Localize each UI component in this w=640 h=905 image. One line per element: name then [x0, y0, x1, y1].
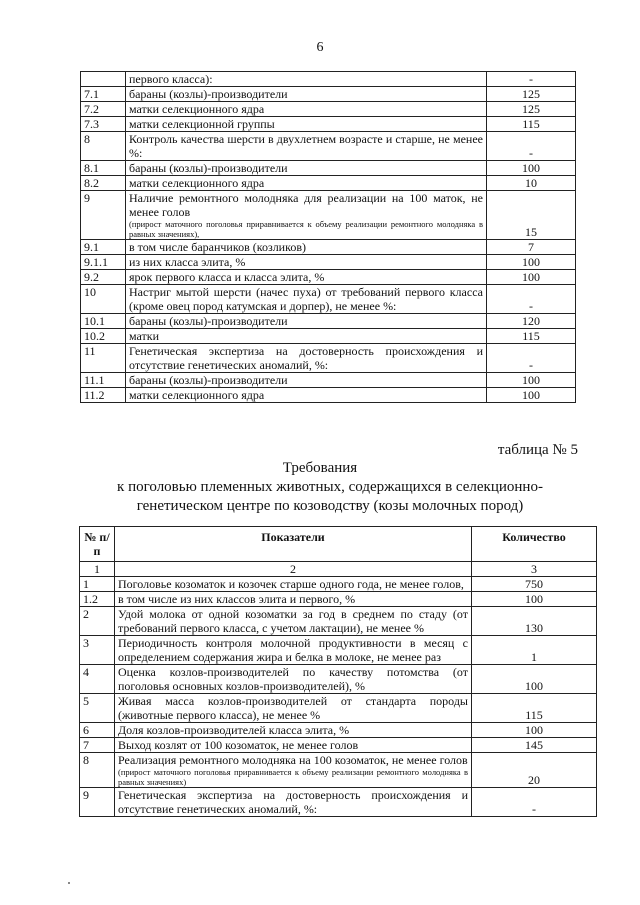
row-number: 8.2 — [81, 176, 126, 191]
row-number — [81, 72, 126, 87]
indicator-text: в том числе из них классов элита и первого, % — [118, 592, 356, 606]
row-number: 9.2 — [81, 270, 126, 285]
row-number: 8 — [81, 132, 126, 161]
scan-mark — [68, 882, 70, 884]
table-row — [81, 270, 576, 285]
row-value: 125 — [487, 87, 576, 102]
indicator-text: матки селекционного ядра — [129, 388, 265, 402]
row-number: 7.3 — [81, 117, 126, 132]
table-row — [80, 577, 597, 592]
indicator-text: Оценка козлов-производителей по качеству потомства (от поголовья основных козлов-производителей), % — [118, 665, 468, 693]
table-row — [81, 388, 576, 403]
row-indicator — [115, 723, 472, 738]
indicator-text: бараны (козлы)-производители — [129, 161, 288, 175]
indicator-text: Удой молока от одной козоматки за год в среднем по стаду (от требований первого класса, с учетом лактации), не менее % — [118, 607, 468, 635]
row-number: 1 — [80, 577, 115, 592]
indicator-text: Поголовье козоматок и козочек старше одного года, не менее голов, — [118, 577, 464, 591]
indicator-text: Настриг мытой шерсти (начес пуха) от требований первого класса (кроме овец пород катумская и дорпер), не менее %: — [129, 285, 483, 313]
indicator-text: Генетическая экспертиза на достоверность происхождения и отсутствие генетических аномалий, %: — [118, 788, 468, 816]
table-row — [81, 344, 576, 373]
table-row — [80, 665, 597, 694]
row-number: 5 — [80, 694, 115, 723]
row-number: 8.1 — [81, 161, 126, 176]
row-number: 9.1 — [81, 240, 126, 255]
indicator-text: Живая масса козлов-производителей от стандарта породы (животные первого класса), не менее % — [118, 694, 468, 722]
row-value: 120 — [487, 314, 576, 329]
row-value: 20 — [472, 753, 597, 788]
row-indicator — [126, 329, 487, 344]
row-indicator — [115, 665, 472, 694]
indicator-text: первого класса): — [129, 72, 213, 86]
section-subtitle: к поголовью племенных животных, содержащихся в селекционно-генетическом центре по козоводству (козы молочных пород) — [117, 479, 543, 514]
row-indicator — [126, 102, 487, 117]
table-row — [81, 285, 576, 314]
indicator-note: (прирост маточного поголовья приравнивается к объему реализации ремонтного молодняка в равных значениях), — [129, 219, 483, 239]
indicator-text: Наличие ремонтного молодняка для реализации на 100 маток, не менее голов — [129, 191, 483, 219]
row-value: 115 — [487, 117, 576, 132]
row-number: 7.2 — [81, 102, 126, 117]
row-value: 100 — [487, 270, 576, 285]
row-value: 145 — [472, 738, 597, 753]
indicator-text: бараны (козлы)-производители — [129, 373, 288, 387]
row-value: 100 — [487, 161, 576, 176]
header-indicators: Показатели — [115, 527, 472, 562]
row-indicator — [126, 117, 487, 132]
indicator-text: матки — [129, 329, 160, 343]
table-row — [81, 373, 576, 388]
row-indicator — [126, 373, 487, 388]
section-title: Требования — [282, 460, 358, 476]
row-value: - — [487, 344, 576, 373]
row-number: 10.1 — [81, 314, 126, 329]
row-number: 8 — [80, 753, 115, 788]
row-value: 100 — [472, 723, 597, 738]
indicator-text: бараны (козлы)-производители — [129, 87, 288, 101]
row-indicator — [126, 132, 487, 161]
row-value: 115 — [487, 329, 576, 344]
indicator-note: (прирост маточного поголовья приравнивается к объему реализации ремонтного молодняка в равных значениях) — [118, 767, 468, 787]
row-indicator — [115, 592, 472, 607]
row-number: 10 — [81, 285, 126, 314]
row-value: 100 — [487, 373, 576, 388]
row-number: 2 — [80, 607, 115, 636]
indicator-text: Выход козлят от 100 козоматок, не менее голов — [118, 738, 359, 752]
column-index: 1 — [80, 562, 115, 577]
row-value: - — [487, 285, 576, 314]
row-indicator — [126, 388, 487, 403]
row-indicator — [126, 161, 487, 176]
row-number: 7.1 — [81, 87, 126, 102]
table-row — [80, 723, 597, 738]
table-row — [80, 607, 597, 636]
row-indicator — [126, 285, 487, 314]
indicator-text: Генетическая экспертиза на достоверность происхождения и отсутствие генетических аномалий, %: — [129, 344, 483, 372]
indicator-text: Периодичность контроля молочной продуктивности в месяц с определением содержания жира и белка в молоке, не менее раз — [118, 636, 468, 664]
table-row — [80, 788, 597, 817]
table-continuation — [80, 71, 576, 403]
row-indicator — [115, 753, 472, 788]
table-row — [81, 191, 576, 240]
row-number: 1.2 — [80, 592, 115, 607]
table-row — [80, 636, 597, 665]
row-value: 10 — [487, 176, 576, 191]
indicator-text: Доля козлов-производителей класса элита, % — [118, 723, 350, 737]
row-value: - — [472, 788, 597, 817]
row-indicator — [115, 788, 472, 817]
table-row — [80, 753, 597, 788]
row-number: 6 — [80, 723, 115, 738]
indicator-text: матки селекционной группы — [129, 117, 275, 131]
indicator-text: Реализация ремонтного молодняка на 100 козоматок, не менее голов — [118, 753, 468, 767]
table-row — [81, 72, 576, 87]
row-number: 11.2 — [81, 388, 126, 403]
row-indicator — [115, 636, 472, 665]
table-row — [81, 132, 576, 161]
row-number: 7 — [80, 738, 115, 753]
row-number: 9.1.1 — [81, 255, 126, 270]
indicator-text: бараны (козлы)-производители — [129, 314, 288, 328]
column-index: 3 — [472, 562, 597, 577]
row-value: - — [487, 72, 576, 87]
table-row — [81, 102, 576, 117]
row-indicator — [115, 607, 472, 636]
row-number: 11.1 — [81, 373, 126, 388]
row-indicator — [126, 314, 487, 329]
row-indicator — [126, 191, 487, 240]
row-value: 15 — [487, 191, 576, 240]
row-value: 125 — [487, 102, 576, 117]
indicator-text: матки селекционного ядра — [129, 176, 265, 190]
row-indicator — [126, 270, 487, 285]
table-row — [81, 176, 576, 191]
row-value: 130 — [472, 607, 597, 636]
row-indicator — [126, 72, 487, 87]
row-indicator — [126, 344, 487, 373]
table-row — [81, 117, 576, 132]
indicator-text: ярок первого класса и класса элита, % — [129, 270, 325, 284]
table-row — [81, 240, 576, 255]
page-number: 6 — [316, 40, 324, 55]
indicator-text: из них класса элита, % — [129, 255, 246, 269]
header-number: № п/п — [80, 527, 115, 562]
row-value: 100 — [472, 665, 597, 694]
table-row — [80, 592, 597, 607]
row-value: 7 — [487, 240, 576, 255]
row-indicator — [126, 255, 487, 270]
row-number: 9 — [81, 191, 126, 240]
row-value: 750 — [472, 577, 597, 592]
table-row — [80, 738, 597, 753]
row-value: 115 — [472, 694, 597, 723]
table-row — [81, 329, 576, 344]
row-number: 3 — [80, 636, 115, 665]
row-indicator — [115, 577, 472, 592]
row-number: 4 — [80, 665, 115, 694]
row-indicator — [126, 240, 487, 255]
row-value: 100 — [487, 255, 576, 270]
row-value: 1 — [472, 636, 597, 665]
indicator-text: в том числе баранчиков (козликов) — [129, 240, 306, 254]
indicator-text: матки селекционного ядра — [129, 102, 265, 116]
row-indicator — [126, 176, 487, 191]
table-row — [81, 87, 576, 102]
header-quantity: Количество — [472, 527, 597, 562]
table-header-row — [80, 527, 597, 562]
row-number: 10.2 — [81, 329, 126, 344]
column-index-row — [80, 562, 597, 577]
row-indicator — [115, 694, 472, 723]
table-row — [81, 255, 576, 270]
row-value: 100 — [472, 592, 597, 607]
table-row — [80, 694, 597, 723]
table-row — [81, 161, 576, 176]
indicator-text: Контроль качества шерсти в двухлетнем возрасте и старше, не менее %: — [129, 132, 483, 160]
row-value: - — [487, 132, 576, 161]
table-label: таблица № 5 — [497, 442, 578, 458]
table-row — [81, 314, 576, 329]
column-index: 2 — [115, 562, 472, 577]
row-number: 11 — [81, 344, 126, 373]
row-number: 9 — [80, 788, 115, 817]
requirements-table — [79, 526, 597, 817]
row-indicator — [126, 87, 487, 102]
row-indicator — [115, 738, 472, 753]
row-value: 100 — [487, 388, 576, 403]
